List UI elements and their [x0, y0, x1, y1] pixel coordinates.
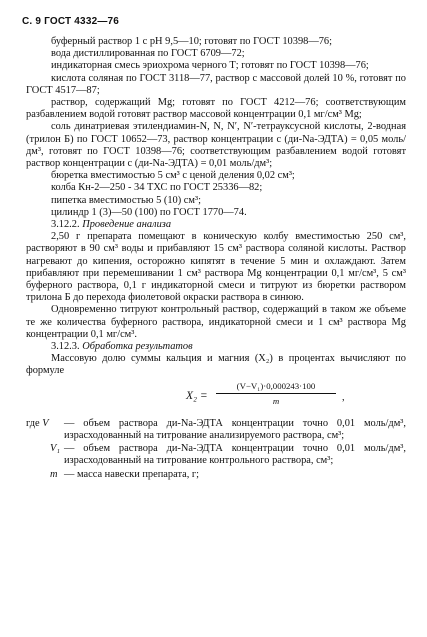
formula-tail: ,: [342, 391, 345, 403]
equipment-burette: бюретка вместимостью 5 см³ с ценой деления 0,02 см³;: [51, 170, 295, 182]
section-title: Обработка результатов: [82, 341, 193, 353]
definition-row: [26, 443, 406, 467]
formula-fraction: [216, 380, 336, 407]
definition-symbol: где V: [26, 417, 49, 429]
paragraph-control: Одновременно титруют контрольный раствор, содержащий в таком же объеме те же количества буферного раствора, индикаторной смеси и 1 см³ раствора Mg концентрации 0,1 мг/см³.: [26, 304, 406, 340]
definition-row: [26, 469, 406, 481]
equipment-flask: колба Кн-2—250 - 34 ТХС по ГОСТ 25336—82;: [51, 182, 263, 194]
definition-text: — объем раствора ди-Na-ЭДТА концентрации точно 0,01 моль/дм³, израсходованный на титрование контрольного раствора, см³;: [64, 443, 406, 467]
definition-row: [26, 418, 406, 442]
section-title: Проведение анализа: [82, 219, 172, 231]
reagent-acid: кислота соляная по ГОСТ 3118—77, раствор с массовой долей 10 %, готовят по ГОСТ 4517—87;: [26, 72, 406, 96]
formula-numerator: (V−V₁)·0,000243·100: [216, 380, 336, 394]
section-heading-results: [26, 341, 406, 353]
page-header: С. 9 ГОСТ 4332—76: [22, 16, 120, 27]
paragraph-analysis: 2,50 г препарата помещают в коническую колбу вместимостью 250 см³, растворяют в 90 см³ воды и прибавляют 15 см³ раствора соляной кислоты. Раствор нагревают до кипения, осторожно кипятят в течение 5 мин и охлаждают. Затем прибавляют при перемешивании 1 см³ раствора Mg концентрации 0,1 мг/см³, 5 см³ буферного раствора, 0,1 г индикаторной смеси и титруют из бюретки раствором трилона Б до перехода фиолетовой окраски раствора в синюю.: [26, 231, 406, 304]
definition-text: — масса навески препарата, г;: [64, 468, 200, 480]
definition-symbol: m: [50, 468, 58, 480]
formula: [26, 380, 406, 416]
section-number: 3.12.2.: [51, 219, 80, 231]
formula-denominator: m: [272, 395, 280, 406]
definition-symbol: V₁: [50, 443, 60, 455]
reagent-mg-solution: раствор, содержащий Mg; готовят по ГОСТ 4212—76; соответствующим разбавлением водой готовят раствор массовой концентрации 0,1 мг/см³ Mg;: [26, 97, 406, 121]
reagent-trilon: соль динатриевая этилендиамин-N, N, N′, N′-тетрауксусной кислоты, 2-водная (трилон Б) по ГОСТ 10652—73, раствор концентрации с (ди-Na-ЭДТА) = 0,05 моль/дм³, готовят по ГОСТ 10398—76; соответствующим разбавлением водой готовят раствор концентрации с (ди-Na-ЭДТА) = 0,01 моль/дм³;: [26, 121, 406, 170]
definition-text: — объем раствора ди-Na-ЭДТА концентрации точно 0,01 моль/дм³, израсходованный на титрование анализируемого раствора, см³;: [64, 417, 406, 441]
equipment-pipette: пипетка вместимостью 5 (10) см³;: [51, 194, 201, 206]
reagent-buffer: буферный раствор 1 с рН 9,5—10; готовят по ГОСТ 10398—76;: [51, 36, 333, 47]
variable-definitions: [26, 418, 406, 481]
section-heading-analysis: [26, 219, 406, 231]
formula-lhs: X₂ =: [186, 389, 208, 402]
equipment-cylinder: цилиндр 1 (3)—50 (100) по ГОСТ 1770—74.: [51, 206, 247, 218]
reagent-indicator: индикаторная смесь эриохрома черного Т; готовят по ГОСТ 10398—76;: [51, 60, 369, 72]
reagent-water: вода дистиллированная по ГОСТ 6709—72;: [51, 48, 245, 60]
section-number: 3.12.3.: [51, 341, 80, 353]
document-body: [26, 36, 406, 482]
paragraph-formula-intro: Массовую долю суммы кальция и магния (X₂) в процентах вычисляют по формуле: [26, 353, 406, 377]
